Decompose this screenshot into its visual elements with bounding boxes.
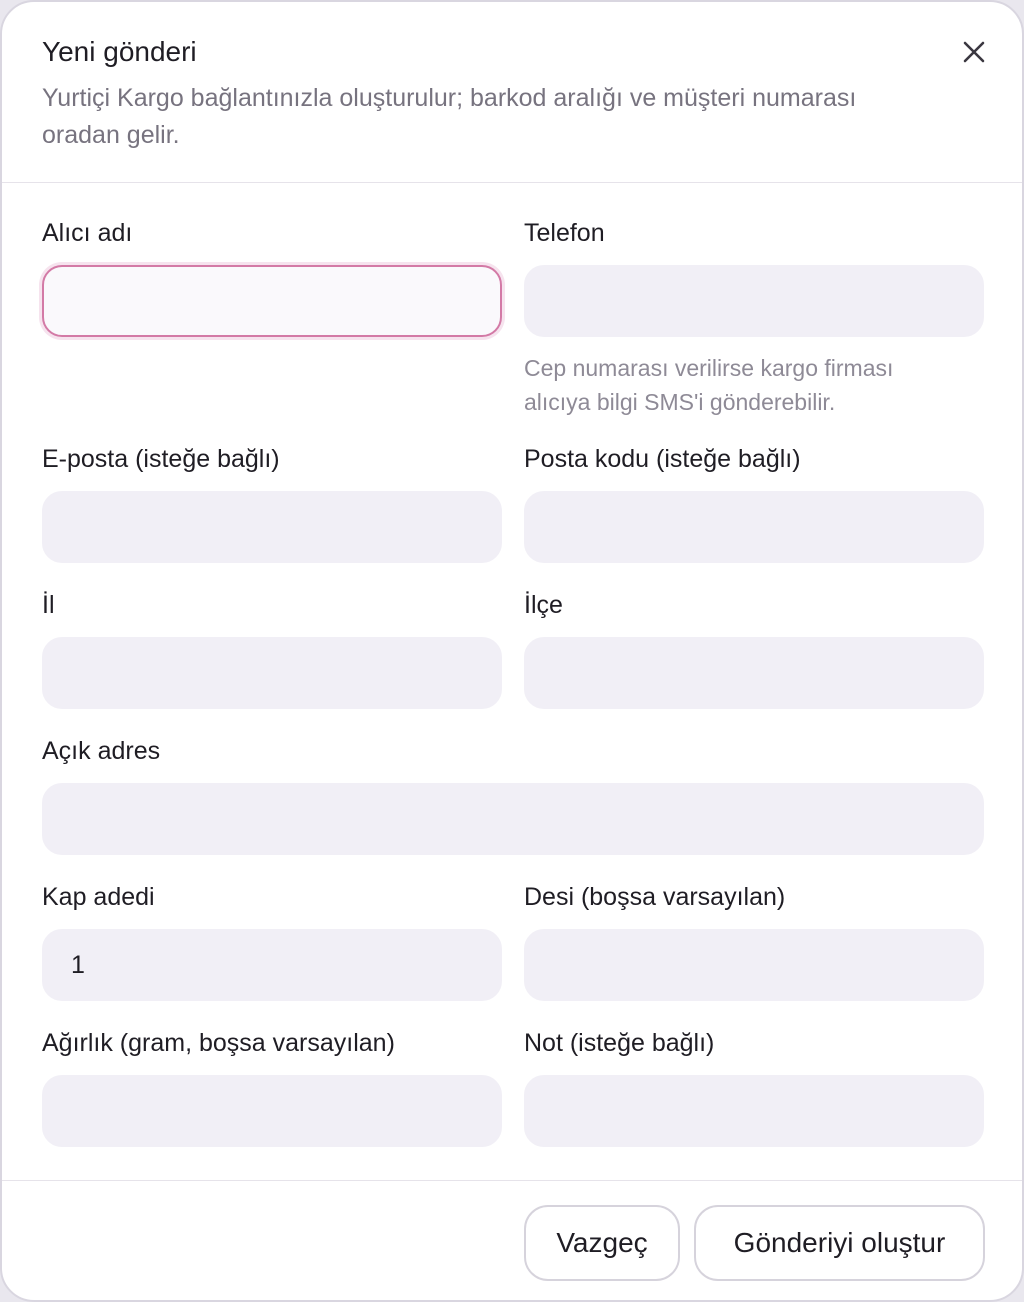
cancel-button[interactable]: Vazgeç	[524, 1205, 680, 1281]
dialog-header	[2, 2, 1022, 183]
dialog-footer	[2, 1180, 1022, 1302]
note-input[interactable]	[524, 1075, 984, 1147]
province-label: İl	[42, 591, 55, 619]
recipient-name-input[interactable]	[42, 265, 502, 337]
phone-input[interactable]	[524, 265, 984, 337]
create-shipment-button[interactable]: Gönderiyi oluştur	[694, 1205, 985, 1281]
phone-label: Telefon	[524, 219, 605, 247]
postal-code-label: Posta kodu (isteğe bağlı)	[524, 445, 801, 473]
note-label: Not (isteğe bağlı)	[524, 1029, 715, 1057]
email-input[interactable]	[42, 491, 502, 563]
close-button[interactable]	[954, 32, 994, 72]
desi-label: Desi (boşsa varsayılan)	[524, 883, 786, 911]
phone-hint: Cep numarası verilirse kargo firması alıcıya bilgi SMS'i gönderebilir.	[524, 355, 894, 415]
package-count-label: Kap adedi	[42, 883, 155, 911]
desi-input[interactable]	[524, 929, 984, 1001]
close-icon	[963, 41, 985, 63]
postal-code-input[interactable]	[524, 491, 984, 563]
address-input[interactable]	[42, 783, 984, 855]
email-label: E-posta (isteğe bağlı)	[42, 445, 280, 473]
weight-input[interactable]	[42, 1075, 502, 1147]
district-label: İlçe	[524, 591, 563, 619]
province-input[interactable]	[42, 637, 502, 709]
package-count-input[interactable]	[42, 929, 502, 1001]
address-label: Açık adres	[42, 737, 161, 765]
dialog-subtitle: Yurtiçi Kargo bağlantınızla oluşturulur; barkod aralığı ve müşteri numarası oradan gelir.	[42, 84, 857, 149]
dialog-title: Yeni gönderi	[42, 36, 197, 67]
recipient-name-label: Alıcı adı	[42, 219, 133, 247]
weight-label: Ağırlık (gram, boşsa varsayılan)	[42, 1029, 395, 1057]
district-input[interactable]	[524, 637, 984, 709]
